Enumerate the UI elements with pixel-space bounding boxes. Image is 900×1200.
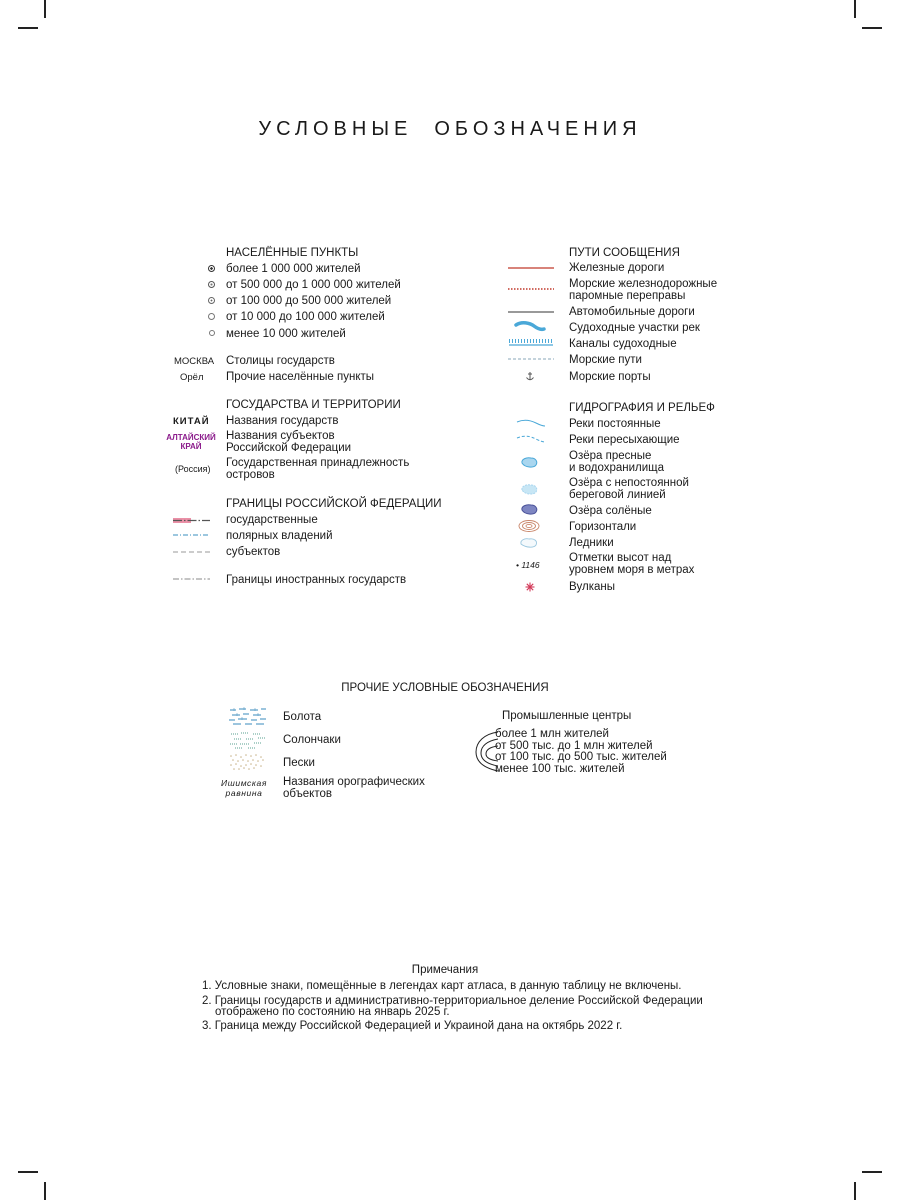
subject-name-sample: АЛТАЙСКИЙ КРАЙ: [166, 433, 216, 451]
crop-mark: [854, 0, 856, 18]
variable-lakes-label: Озёра с непостоянной береговой линией: [569, 477, 689, 501]
island-sample: (Россия): [175, 464, 211, 474]
town-sample: Орёл: [180, 372, 204, 383]
settlement-item: от 500 000 до 1 000 000 жителей: [226, 279, 401, 291]
island-label: Государственная принадлежность островов: [226, 457, 410, 481]
sands-label: Пески: [283, 757, 315, 769]
city-10k-icon: [208, 313, 215, 320]
glacier-icon: [518, 536, 540, 550]
border-polar-label: полярных владений: [226, 530, 333, 542]
crop-mark: [18, 1171, 38, 1173]
states-header: ГОСУДАРСТВА И ТЕРРИТОРИИ: [226, 399, 401, 411]
settlement-item: от 10 000 до 100 000 жителей: [226, 311, 385, 323]
other-header: ПРОЧИЕ УСЛОВНЫЕ ОБОЗНАЧЕНИЯ: [341, 682, 549, 694]
navigable-label: Судоходные участки рек: [569, 322, 700, 334]
note-1: 1. Условные знаки, помещённые в легендах карт атласа, в данную таблицу не включены.: [202, 980, 682, 992]
crop-mark: [44, 1182, 46, 1200]
navigable-river-icon: [514, 320, 546, 334]
salt-marsh-label: Солончаки: [283, 734, 341, 746]
city-1m-icon: [208, 265, 215, 272]
state-border-icon: [172, 515, 212, 525]
capital-sample: МОСКВА: [174, 356, 215, 367]
border-state-label: государственные: [226, 514, 318, 526]
anchor-icon: [525, 371, 535, 382]
orographic-label: Названия орографических объектов: [283, 776, 425, 800]
dry-rivers-label: Реки пересыхающие: [569, 434, 680, 446]
city-100k-icon: [208, 297, 215, 304]
volcanoes-label: Вулканы: [569, 581, 616, 593]
railways-label: Железные дороги: [569, 262, 665, 274]
polar-border-icon: [172, 532, 212, 538]
fresh-lakes-label: Озёра пресные и водохранилища: [569, 450, 665, 474]
salt-marsh-icon: [228, 730, 268, 750]
fresh-lake-icon: [519, 456, 539, 469]
subject-border-icon: [172, 549, 212, 555]
routes-header: ПУТИ СООБЩЕНИЯ: [569, 247, 680, 259]
swamps-label: Болота: [283, 711, 322, 723]
foreign-border-icon: [172, 576, 212, 582]
notes-title: Примечания: [411, 964, 479, 976]
railway-icon: [508, 266, 554, 270]
state-name-sample: КИТАЙ: [173, 416, 210, 427]
sea-routes-label: Морские пути: [569, 354, 642, 366]
sand-icon: [228, 753, 268, 771]
capital-label: Столицы государств: [226, 355, 335, 367]
subject-name-label: Названия субъектов Российской Федерации: [226, 430, 352, 454]
dry-river-icon: [516, 434, 546, 444]
variable-lake-icon: [519, 483, 539, 496]
height-mark-sample: • 1146: [516, 560, 540, 570]
contour-icon: [517, 519, 541, 533]
border-subjects-label: субъектов: [226, 546, 281, 558]
note-2: 2. Границы государств и административно-территориальное деление Российской Федерации отображено по состоянию на январь 2025 г.: [202, 995, 703, 1018]
swamp-icon: [228, 706, 268, 726]
ferry-icon: [508, 287, 554, 291]
industry-header: Промышленные центры: [502, 710, 632, 722]
salt-lakes-label: Озёра солёные: [569, 505, 652, 517]
canal-icon: [508, 339, 554, 347]
rivers-label: Реки постоянные: [569, 418, 661, 430]
ferries-label: Морские железнодорожные паромные переправы: [569, 278, 718, 302]
crop-mark: [18, 27, 38, 29]
crop-mark: [854, 1182, 856, 1200]
canals-label: Каналы судоходные: [569, 338, 677, 350]
crop-mark: [862, 27, 882, 29]
road-icon: [508, 310, 554, 314]
glaciers-label: Ледники: [569, 537, 614, 549]
settlement-item: более 1 000 000 жителей: [226, 263, 361, 275]
settlements-header: НАСЕЛЁННЫЕ ПУНКТЫ: [226, 247, 359, 259]
salt-lake-icon: [519, 503, 539, 516]
note-3: 3. Граница между Российской Федерацией и Украиной дана на октябрь 2022 г.: [202, 1020, 623, 1032]
orographic-sample: Ишимская равнина: [221, 778, 267, 798]
state-name-label: Названия государств: [226, 415, 339, 427]
town-label: Прочие населённые пункты: [226, 371, 375, 383]
industry-list: более 1 млн жителей от 500 тыс. до 1 млн жителей от 100 тыс. до 500 тыс. жителей менее 100 тыс. жителей: [495, 728, 667, 775]
border-foreign-label: Границы иностранных государств: [226, 574, 407, 586]
volcano-icon: [525, 582, 535, 592]
roads-label: Автомобильные дороги: [569, 306, 695, 318]
borders-header: ГРАНИЦЫ РОССИЙСКОЙ ФЕДЕРАЦИИ: [226, 498, 442, 510]
crop-mark: [862, 1171, 882, 1173]
hydro-header: ГИДРОГРАФИЯ И РЕЛЬЕФ: [569, 402, 715, 414]
contours-label: Горизонтали: [569, 521, 637, 533]
city-small-icon: [209, 330, 215, 336]
crop-mark: [44, 0, 46, 18]
settlement-item: менее 10 000 жителей: [226, 328, 346, 340]
settlement-item: от 100 000 до 500 000 жителей: [226, 295, 392, 307]
sea-route-icon: [508, 357, 554, 361]
page-title: УСЛОВНЫЕ ОБОЗНАЧЕНИЯ: [258, 118, 642, 140]
river-icon: [516, 418, 546, 428]
city-500k-icon: [208, 281, 215, 288]
sea-ports-label: Морские порты: [569, 371, 651, 383]
heights-label: Отметки высот над уровнем моря в метрах: [569, 552, 695, 576]
